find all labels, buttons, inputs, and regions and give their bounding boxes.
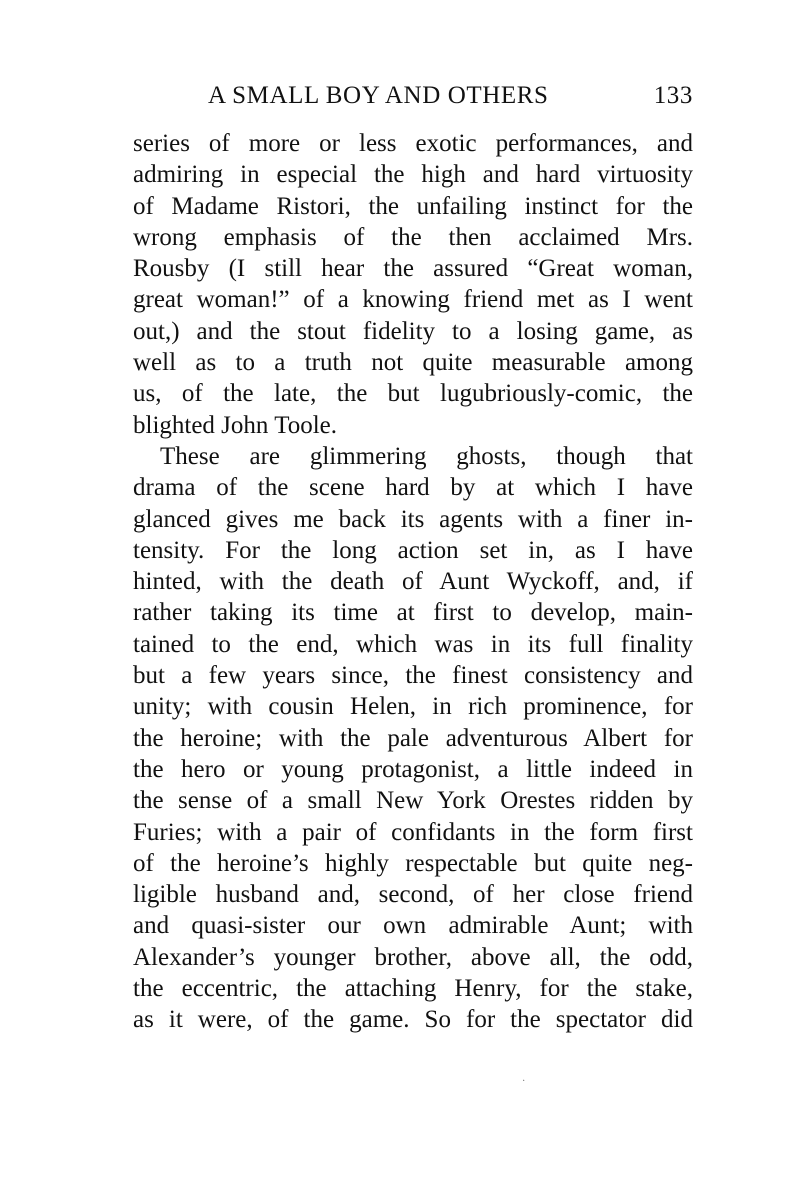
text-line: the heroine; with the pale adventurous Albert for — [133, 724, 693, 752]
text-line: series of more or less exotic performances, and — [133, 130, 693, 157]
running-title: A SMALL BOY AND OTHERS — [208, 82, 549, 109]
page-number: 133 — [653, 82, 693, 109]
text-line: unity; with cousin Helen, in rich prominence, for — [133, 693, 693, 721]
text-line: rather taking its time at first to develop, main- — [133, 599, 693, 627]
text-line: Furies; with a pair of confidants in the form first — [133, 818, 693, 846]
text-line: hinted, with the death of Aunt Wyckoff, and, if — [133, 568, 693, 596]
text-line: tained to the end, which was in its full finality — [133, 630, 693, 658]
text-line: and quasi-sister our own admirable Aunt; with — [133, 912, 693, 940]
text-line: of the heroine’s highly respectable but quite neg- — [133, 849, 693, 877]
text-line: glanced gives me back its agents with a finer in- — [133, 505, 693, 533]
text-line: but a few years since, the finest consistency and — [133, 662, 693, 690]
text-line: us, of the late, the but lugubriously-comic, the — [133, 380, 693, 408]
text-line: Alexander’s younger brother, above all, the odd, — [133, 943, 693, 971]
body-text — [133, 128, 693, 1036]
text-line: tensity. For the long action set in, as I have — [133, 536, 693, 564]
scan-speck: ․ — [522, 1073, 526, 1084]
text-line: as it were, of the game. So for the spectator did — [133, 1006, 693, 1034]
text-line: wrong emphasis of the then acclaimed Mrs. — [133, 223, 693, 251]
running-header — [133, 78, 693, 114]
text-line: of Madame Ristori, the unfailing instinct for the — [133, 192, 693, 220]
text-line: drama of the scene hard by at which I have — [133, 474, 693, 502]
text-line: the sense of a small New York Orestes ridden by — [133, 787, 693, 815]
paragraph-1 — [133, 128, 693, 441]
text-line: the eccentric, the attaching Henry, for the stake, — [133, 975, 693, 1003]
text-line: admiring in especial the high and hard virtuosity — [133, 161, 693, 189]
text-line: the hero or young protagonist, a little indeed in — [133, 755, 693, 783]
text-line: These are glimmering ghosts, though that — [160, 442, 693, 470]
text-line: well as to a truth not quite measurable among — [133, 349, 693, 377]
paragraph-2 — [133, 441, 693, 1036]
text-line: blighted John Toole. — [133, 411, 338, 439]
text-line: out,) and the stout fidelity to a losing game, as — [133, 317, 693, 345]
text-line: Rousby (I still hear the assured “Great woman, — [133, 255, 693, 283]
text-line: ligible husband and, second, of her close friend — [133, 881, 693, 909]
text-line: great woman!” of a knowing friend met as I went — [133, 286, 693, 314]
